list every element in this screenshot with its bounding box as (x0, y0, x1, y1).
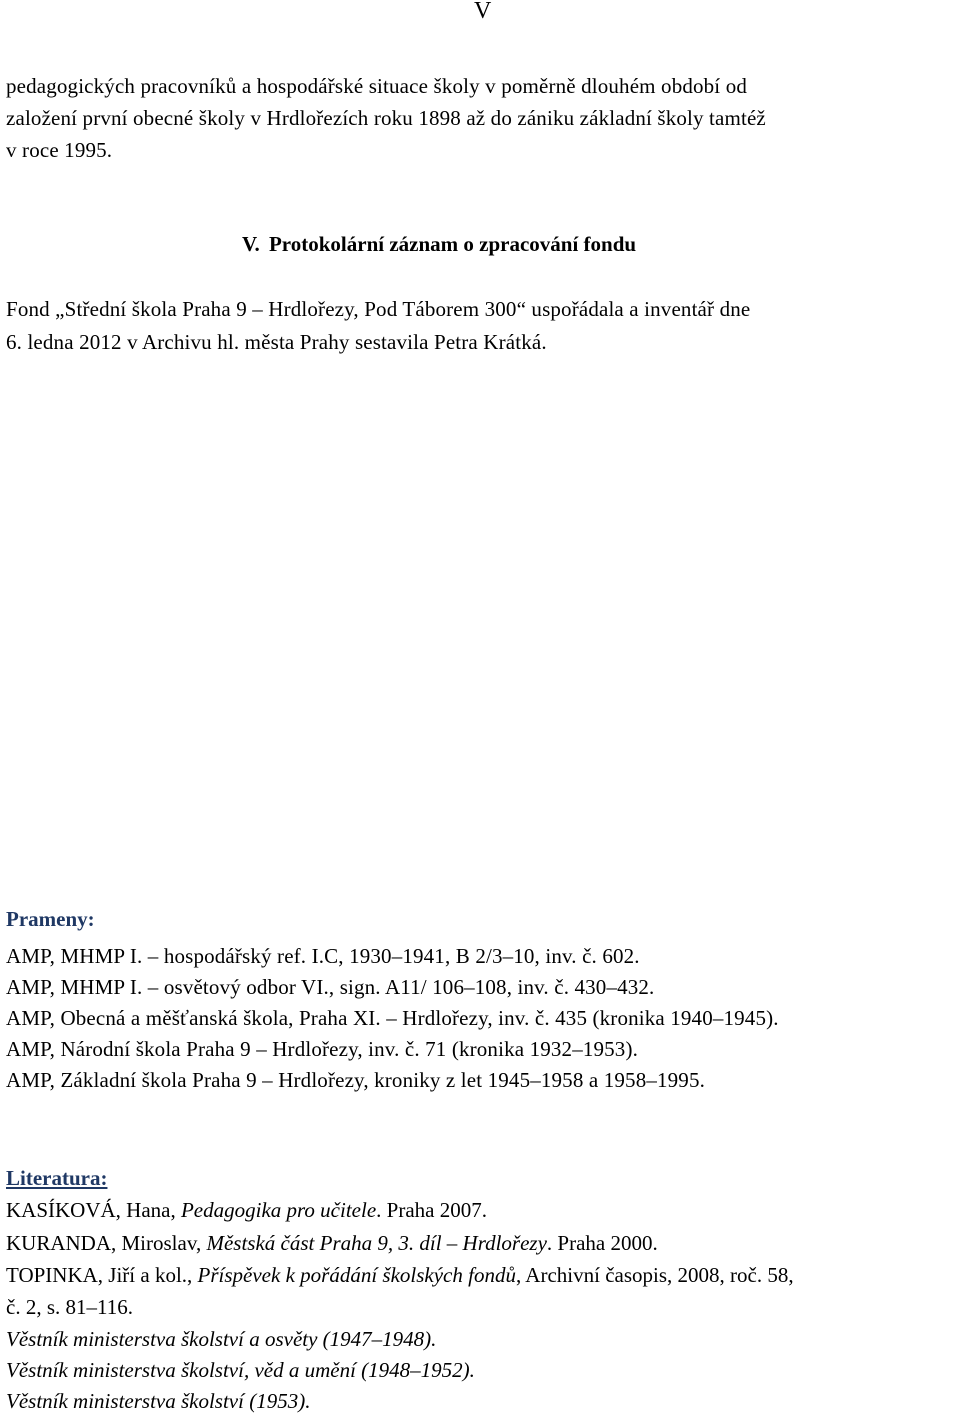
intro-line: pedagogických pracovníků a hospodářské situace školy v poměrně dlouhém období od (6, 74, 747, 98)
protocol-line: 6. ledna 2012 v Archivu hl. města Prahy sestavila Petra Krátká. (6, 330, 547, 354)
intro-line: založení první obecné školy v Hrdlořezích roku 1898 až do zániku základní školy tamtéž (6, 106, 766, 130)
protocol-line: Fond „Střední škola Praha 9 – Hrdlořezy, Pod Táborem 300“ uspořádala a inventář dne (6, 297, 751, 321)
literature-item: Věstník ministerstva školství, věd a umění (1948–1952). (6, 1358, 475, 1382)
lit-author: KASÍKOVÁ, Hana, (6, 1198, 181, 1222)
lit-title: Příspěvek k pořádání školských fondů (197, 1263, 516, 1287)
source-item: AMP, MHMP I. – hospodářský ref. I.C, 1930–1941, B 2/3–10, inv. č. 602. (6, 944, 640, 968)
literature-item: Věstník ministerstva školství a osvěty (1947–1948). (6, 1327, 437, 1351)
literature-item-continuation: č. 2, s. 81–116. (6, 1295, 133, 1319)
lit-rest: , Archivní časopis, 2008, roč. 58, (515, 1263, 794, 1287)
source-item: AMP, MHMP I. – osvětový odbor VI., sign. A11/ 106–108, inv. č. 430–432. (6, 975, 655, 999)
lit-title: Pedagogika pro učitele (180, 1198, 377, 1222)
section-heading (242, 232, 636, 257)
source-item: AMP, Obecná a měšťanská škola, Praha XI. – Hrdlořezy, inv. č. 435 (kronika 1940–1945). (6, 1006, 779, 1030)
literature-item: Věstník ministerstva školství (1953). (6, 1389, 311, 1413)
source-item: AMP, Základní škola Praha 9 – Hrdlořezy, kroniky z let 1945–1958 a 1958–1995. (6, 1068, 705, 1092)
source-item: AMP, Národní škola Praha 9 – Hrdlořezy, inv. č. 71 (kronika 1932–1953). (6, 1037, 638, 1061)
lit-sep: , (187, 1263, 198, 1287)
literature-heading: Literatura: (6, 1166, 108, 1190)
lit-author: TOPINKA, Jiří a kol. (6, 1263, 188, 1287)
sources-heading: Prameny: (6, 907, 95, 931)
page-number: V (474, 0, 492, 24)
lit-author: KURANDA, Miroslav, (6, 1231, 207, 1255)
intro-line: v roce 1995. (6, 138, 113, 162)
section-title: Protokolární záznam o zpracování fondu (268, 232, 637, 256)
section-number: V. (242, 232, 260, 256)
lit-title: Městská část Praha 9, 3. díl – Hrdlořezy (206, 1231, 547, 1255)
literature-item (6, 1198, 487, 1222)
literature-item (6, 1263, 794, 1287)
lit-rest: . Praha 2000. (546, 1231, 658, 1255)
lit-rest: . Praha 2007. (376, 1198, 487, 1222)
literature-item (6, 1231, 658, 1255)
